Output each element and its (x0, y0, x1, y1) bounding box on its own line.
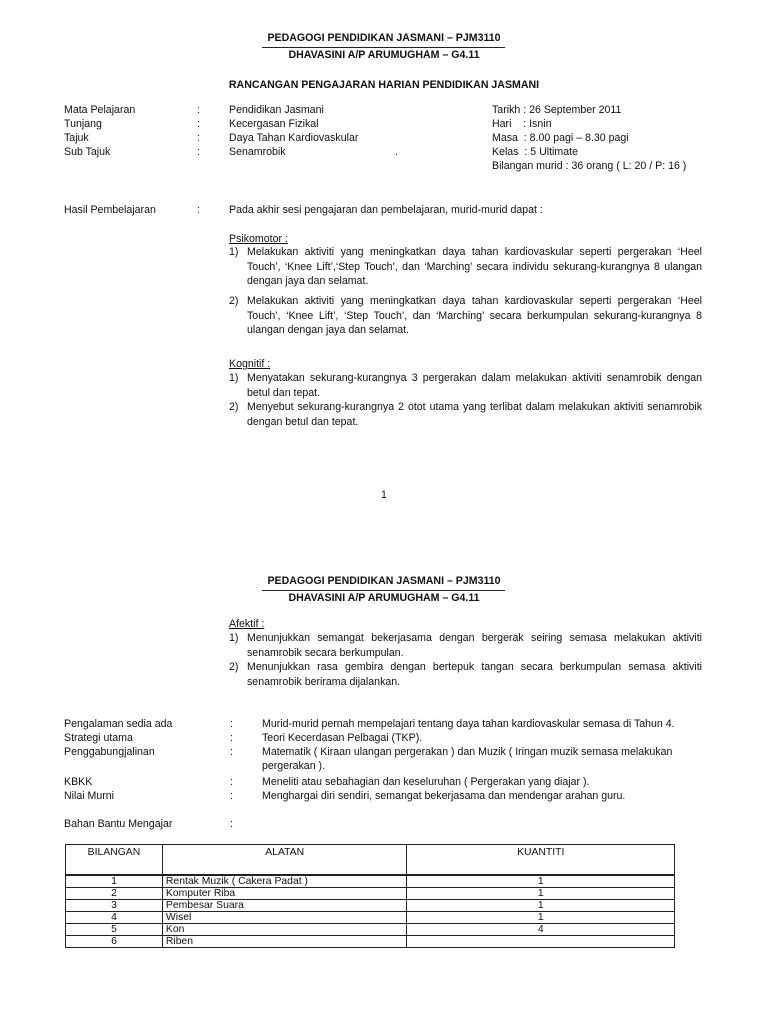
hasil-intro: Pada akhir sesi pengajaran dan pembelajaran, murid-murid dapat : (229, 204, 543, 216)
kognitif-heading: Kognitif : (229, 358, 271, 370)
list-number: 2) (229, 295, 239, 307)
cell-no: 1 (66, 875, 163, 888)
list-number: 2) (229, 661, 239, 673)
cell-item: Kon (162, 924, 407, 936)
table-header-row (66, 845, 675, 876)
cell-no: 6 (66, 936, 163, 948)
list-number: 1) (229, 632, 239, 644)
cell-qty: 1 (407, 888, 675, 900)
table-row (66, 900, 675, 912)
header-rule (262, 590, 505, 591)
table-row (66, 936, 675, 948)
detail-colon: : (230, 732, 233, 744)
psikomotor-heading: Psikomotor : (229, 233, 288, 245)
info-day: Hari : Isnin (492, 118, 552, 130)
info-date: Tarikh : 26 September 2011 (492, 104, 622, 116)
psikomotor-item: Melakukan aktiviti yang meningkatkan daya tahan kardiovaskular seperti pergerakan ‘Heel Touch’, ‘Knee Lift’, ‘Step Touch’, dan ‘Marching’ secara berkumpulan sekurang-kurangnya 8 ulangan dengan jaya dan selamat. (247, 295, 702, 336)
detail-colon: : (230, 790, 233, 802)
cell-qty: 1 (407, 875, 675, 888)
detail-label: Strategi utama (64, 732, 133, 744)
cell-item: Rentak Muzik ( Cakera Padat ) (162, 875, 407, 888)
cell-item: Wisel (162, 912, 407, 924)
header-author: DHAVASINI A/P ARUMUGHAM – G4.11 (288, 592, 480, 604)
detail-value: Meneliti atau sebahagian dan keseluruhan ( Pergerakan yang diajar ). (262, 776, 590, 788)
info-time: Masa : 8.00 pagi – 8.30 pagi (492, 132, 629, 144)
info-label: Tunjang (64, 118, 102, 130)
hasil-colon: : (197, 204, 200, 216)
psikomotor-item: Melakukan aktiviti yang meningkatkan daya tahan kardiovaskular seperti pergerakan ‘Heel Touch’, ‘Knee Lift’,‘Step Touch’, dan ‘Marching’ secara individu sekurang-kurangnya 8 ulangan dengan jaya dan selamat. (247, 246, 702, 287)
detail-label: KBKK (64, 776, 93, 788)
stray-dot: . (395, 146, 398, 158)
table-row (66, 912, 675, 924)
bahan-colon: : (230, 818, 233, 830)
table-row (66, 924, 675, 936)
info-value: Senamrobik (229, 146, 286, 158)
info-colon: : (197, 132, 200, 144)
list-number: 1) (229, 246, 239, 258)
detail-label: Penggabungjalinan (64, 746, 155, 758)
info-label: Mata Pelajaran (64, 104, 136, 116)
info-colon: : (197, 146, 200, 158)
header-course: PEDAGOGI PENDIDIKAN JASMANI – PJM3110 (267, 32, 501, 44)
cell-no: 4 (66, 912, 163, 924)
cell-item: Pembesar Suara (162, 900, 407, 912)
header-alatan: ALATAN (162, 845, 407, 876)
page-number: 1 (381, 489, 387, 501)
cell-qty: 4 (407, 924, 675, 936)
header-course: PEDAGOGI PENDIDIKAN JASMANI – PJM3110 (267, 575, 501, 587)
info-label: Tajuk (64, 132, 89, 144)
info-label: Sub Tajuk (64, 146, 111, 158)
detail-value: Teori Kecerdasan Pelbagai (TKP). (262, 732, 423, 744)
info-value: Pendidikan Jasmani (229, 104, 324, 116)
detail-value: Murid-murid pernah mempelajari tentang daya tahan kardiovaskular semasa di Tahun 4. (262, 718, 675, 730)
cell-item: Riben (162, 936, 407, 948)
header-rule (262, 47, 505, 48)
afektif-item: Menunjukkan rasa gembira dengan bertepuk tangan secara berkumpulan semasa aktiviti senamrobik berirama dijalankan. (247, 661, 702, 688)
info-value: Daya Tahan Kardiovaskular (229, 132, 359, 144)
header-kuantiti: KUANTITI (407, 845, 675, 876)
info-student-count: Bilangan murid : 36 orang ( L: 20 / P: 16 ) (492, 160, 687, 172)
detail-value-continued: pergerakan ). (262, 760, 326, 772)
detail-label: Nilai Murni (64, 790, 115, 802)
cell-no: 3 (66, 900, 163, 912)
cell-no: 2 (66, 888, 163, 900)
equipment-table (65, 844, 675, 948)
table-row (66, 875, 675, 888)
detail-value: Matematik ( Kiraan ulangan pergerakan ) dan Muzik ( Iringan muzik semasa melakukan (262, 746, 673, 758)
info-colon: : (197, 104, 200, 116)
kognitif-item: Menyebut sekurang-kurangnya 2 otot utama yang terlibat dalam melakukan aktiviti senamrobik dengan betul dan tepat. (247, 401, 702, 428)
cell-qty (407, 936, 675, 948)
page-title: RANCANGAN PENGAJARAN HARIAN PENDIDIKAN JASMANI (228, 79, 540, 91)
afektif-item: Menunjukkan semangat bekerjasama dengan bergerak seiring semasa melakukan aktiviti senamrobik secara berkumpulan. (247, 632, 702, 659)
info-class: Kelas : 5 Ultimate (492, 146, 578, 158)
info-value: Kecergasan Fizikal (229, 118, 319, 130)
bahan-label: Bahan Bantu Mengajar (64, 818, 173, 830)
afektif-heading: Afektif : (229, 618, 265, 630)
header-bilangan: BILANGAN (66, 845, 163, 876)
list-number: 1) (229, 372, 239, 384)
cell-qty: 1 (407, 900, 675, 912)
table-row (66, 888, 675, 900)
list-number: 2) (229, 401, 239, 413)
info-colon: : (197, 118, 200, 130)
cell-item: Komputer Riba (162, 888, 407, 900)
detail-value: Menghargai diri sendiri, semangat bekerjasama dan mendengar arahan guru. (262, 790, 626, 802)
header-author: DHAVASINI A/P ARUMUGHAM – G4.11 (288, 49, 480, 61)
detail-colon: : (230, 718, 233, 730)
hasil-label: Hasil Pembelajaran (64, 204, 156, 216)
kognitif-item: Menyatakan sekurang-kurangnya 3 pergerakan dalam melakukan aktiviti senamrobik dengan betul dan tepat. (247, 372, 702, 399)
detail-colon: : (230, 776, 233, 788)
detail-label: Pengalaman sedia ada (64, 718, 173, 730)
cell-no: 5 (66, 924, 163, 936)
detail-colon: : (230, 746, 233, 758)
cell-qty: 1 (407, 912, 675, 924)
